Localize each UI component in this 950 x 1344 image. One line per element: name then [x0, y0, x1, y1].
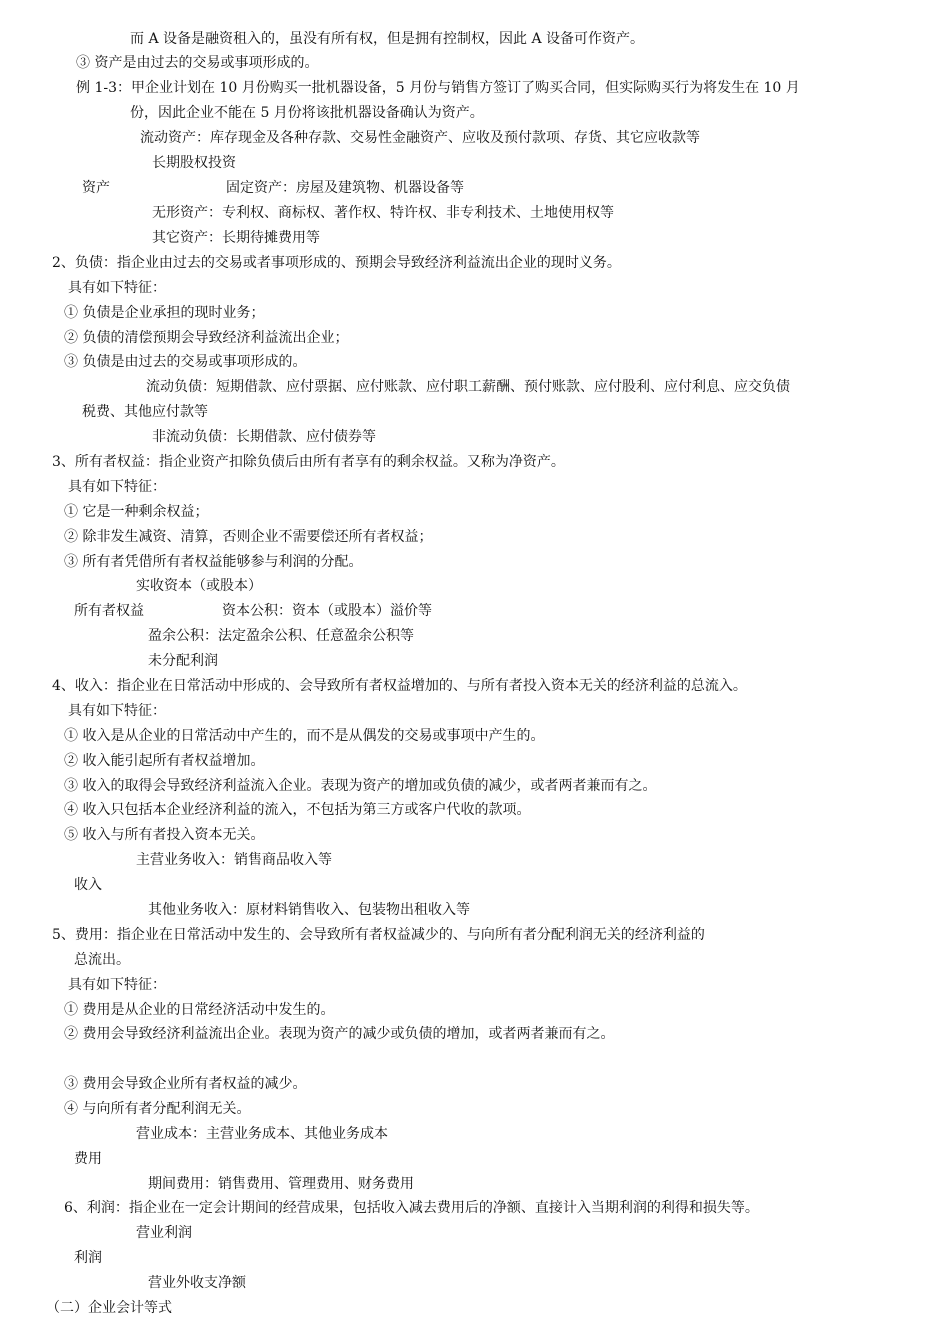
text-line: 而 A 设备是融资租入的，虽没有所有权，但是拥有控制权，因此 A 设备可作资产。	[130, 31, 645, 47]
text-line: 营业成本：主营业务成本、其他业务成本	[136, 1126, 388, 1142]
text-line: 非流动负债：长期借款、应付债券等	[152, 429, 376, 445]
text-line: 具有如下特征：	[68, 280, 166, 296]
text-line: 利润	[74, 1250, 102, 1266]
text-line: 总流出。	[74, 952, 130, 968]
text-line: ③ 收入的取得会导致经济利益流入企业。表现为资产的增加或负债的减少，或者两者兼而有之。	[64, 778, 657, 794]
text-line: ③ 费用会导致企业所有者权益的减少。	[64, 1076, 307, 1092]
text-line: 费用	[74, 1151, 102, 1167]
text-line: 具有如下特征：	[68, 977, 166, 993]
text-line: 5、费用：指企业在日常活动中发生的、会导致所有者权益减少的、与向所有者分配利润无关的经济利益的	[52, 927, 705, 943]
text-line: 所有者权益	[74, 603, 144, 619]
text-line: ③ 资产是由过去的交易或事项形成的。	[76, 55, 319, 71]
text-line: 具有如下特征：	[68, 703, 166, 719]
text-line: 具有如下特征：	[68, 479, 166, 495]
text-line: 长期股权投资	[152, 155, 236, 171]
text-line: ① 费用是从企业的日常经济活动中发生的。	[64, 1002, 335, 1018]
text-line: 实收资本（或股本）	[136, 578, 262, 594]
text-line: ④ 收入只包括本企业经济利益的流入，不包括为第三方或客户代收的款项。	[64, 802, 531, 818]
text-line: 无形资产：专利权、商标权、著作权、特许权、非专利技术、土地使用权等	[152, 205, 614, 221]
text-line: 收入	[74, 877, 102, 893]
text-line: ⑤ 收入与所有者投入资本无关。	[64, 827, 265, 843]
text-line: ② 负债的清偿预期会导致经济利益流出企业；	[64, 330, 349, 346]
text-line: 份，因此企业不能在 5 月份将该批机器设备确认为资产。	[130, 105, 484, 121]
text-line: 其他业务收入：原材料销售收入、包装物出租收入等	[148, 902, 470, 918]
text-line: 流动负债：短期借款、应付票据、应付账款、应付职工薪酬、预付账款、应付股利、应付利息、应交负债	[146, 379, 790, 395]
text-line: ① 收入是从企业的日常活动中产生的，而不是从偶发的交易或事项中产生的。	[64, 728, 545, 744]
text-line: ① 负债是企业承担的现时业务；	[64, 305, 265, 321]
text-line: 例 1-3：甲企业计划在 10 月份购买一批机器设备，5 月份与销售方签订了购买合同，但实际购买行为将发生在 10 月	[76, 80, 800, 96]
text-line: ② 除非发生减资、清算，否则企业不需要偿还所有者权益；	[64, 529, 433, 545]
text-line: 流动资产：库存现金及各种存款、交易性金融资产、应收及预付款项、存货、其它应收款等	[140, 130, 700, 146]
text-line: 期间费用：销售费用、管理费用、财务费用	[148, 1176, 414, 1192]
text-line: ③ 所有者凭借所有者权益能够参与利润的分配。	[64, 554, 363, 570]
section-heading: （二）企业会计等式	[46, 1300, 172, 1316]
text-line: ① 它是一种剩余权益；	[64, 504, 209, 520]
text-line: 未分配利润	[148, 653, 218, 669]
text-line: 主营业务收入：销售商品收入等	[136, 852, 332, 868]
text-line: 资产	[82, 180, 110, 196]
text-line: 固定资产：房屋及建筑物、机器设备等	[226, 180, 464, 196]
text-line: 其它资产：长期待摊费用等	[152, 230, 320, 246]
text-line: 3、所有者权益：指企业资产扣除负债后由所有者享有的剩余权益。又称为净资产。	[52, 454, 565, 470]
text-line: 4、收入：指企业在日常活动中形成的、会导致所有者权益增加的、与所有者投入资本无关的经济利益的总流入。	[52, 678, 747, 694]
text-line: 资本公积：资本（或股本）溢价等	[222, 603, 432, 619]
text-line: 6、利润：指企业在一定会计期间的经营成果，包括收入减去费用后的净额、直接计入当期利润的利得和损失等。	[64, 1200, 759, 1216]
text-line: ④ 与向所有者分配利润无关。	[64, 1101, 251, 1117]
text-line: 税费、其他应付款等	[82, 404, 208, 420]
text-line: ② 费用会导致经济利益流出企业。表现为资产的减少或负债的增加，或者两者兼而有之。	[64, 1026, 615, 1042]
text-line: 营业利润	[136, 1225, 192, 1241]
text-line: ② 收入能引起所有者权益增加。	[64, 753, 265, 769]
text-line: 营业外收支净额	[148, 1275, 246, 1291]
text-line: 2、负债：指企业由过去的交易或者事项形成的、预期会导致经济利益流出企业的现时义务。	[52, 255, 621, 271]
text-line: ③ 负债是由过去的交易或事项形成的。	[64, 354, 307, 370]
text-line: 盈余公积：法定盈余公积、任意盈余公积等	[148, 628, 414, 644]
